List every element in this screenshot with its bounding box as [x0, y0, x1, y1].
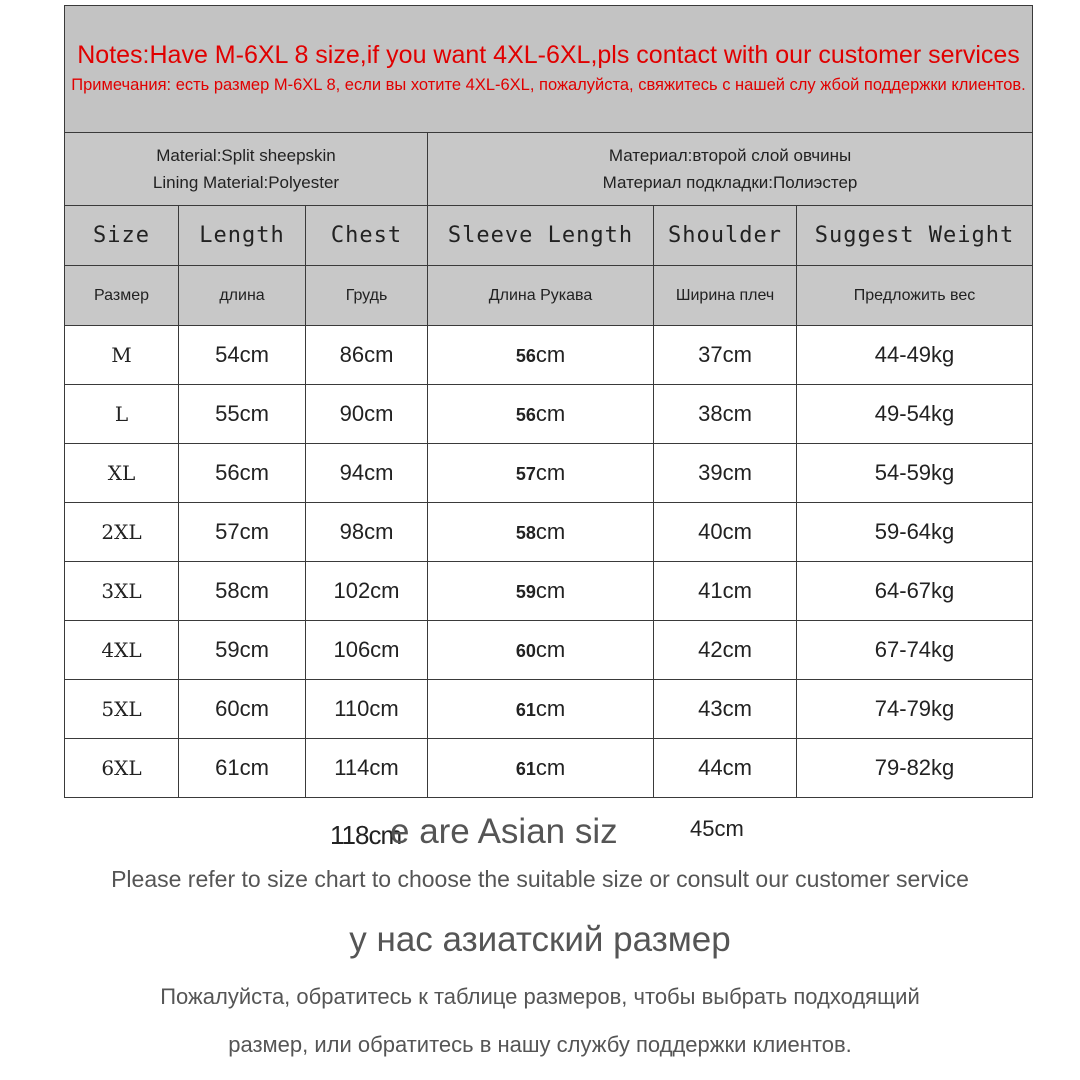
sleeve-cell — [428, 621, 654, 680]
chest-cell: 86cm — [306, 326, 428, 385]
sleeve-number: 56 — [515, 405, 536, 425]
length-cell: 57cm — [179, 503, 306, 562]
header-size-ru: Размер — [65, 266, 179, 326]
sleeve-unit: cm — [535, 342, 566, 367]
material-ru-line2: Материал подкладки:Полиэстер — [602, 173, 858, 192]
sleeve-cell — [428, 680, 654, 739]
header-length-ru: длина — [179, 266, 306, 326]
header-sleeve-length: Sleeve Length — [428, 206, 654, 266]
weight-cell: 74-79kg — [797, 680, 1033, 739]
size-cell: M — [65, 326, 179, 385]
length-cell: 55cm — [179, 385, 306, 444]
chest-cell: 102cm — [306, 562, 428, 621]
size-cell: 2XL — [65, 503, 179, 562]
sleeve-cell — [428, 444, 654, 503]
sleeve-number: 59 — [515, 582, 536, 602]
ghost-chest-value: 118cm — [330, 820, 402, 850]
header-chest-ru: Грудь — [306, 266, 428, 326]
material-english-cell — [65, 133, 428, 206]
sleeve-unit: cm — [535, 696, 566, 721]
header-size: Size — [65, 206, 179, 266]
weight-cell: 49-54kg — [797, 385, 1033, 444]
sleeve-number: 60 — [515, 641, 536, 661]
length-cell: 59cm — [179, 621, 306, 680]
sleeve-cell — [428, 503, 654, 562]
header-suggest-weight-ru: Предложить вес — [797, 266, 1033, 326]
sleeve-number: 58 — [515, 523, 536, 543]
table-row — [65, 444, 1033, 503]
header-row-english — [65, 206, 1033, 266]
chest-cell: 98cm — [306, 503, 428, 562]
size-cell: 3XL — [65, 562, 179, 621]
sleeve-unit: cm — [535, 519, 566, 544]
sleeve-unit: cm — [535, 401, 566, 426]
sleeve-unit: cm — [535, 578, 566, 603]
notes-cell — [65, 6, 1033, 133]
chest-cell: 110cm — [306, 680, 428, 739]
shoulder-cell: 40cm — [654, 503, 797, 562]
material-ru-line1: Материал:второй слой овчины — [608, 146, 852, 165]
size-chart-table — [64, 5, 1033, 798]
header-shoulder-ru: Ширина плеч — [654, 266, 797, 326]
weight-cell: 54-59kg — [797, 444, 1033, 503]
sleeve-number: 61 — [515, 759, 536, 779]
size-cell: 4XL — [65, 621, 179, 680]
refer-size-chart-english: Please refer to size chart to choose the suitable size or consult our customer service — [111, 866, 969, 892]
length-cell: 61cm — [179, 739, 306, 798]
table-row — [65, 385, 1033, 444]
table-row — [65, 680, 1033, 739]
header-shoulder: Shoulder — [654, 206, 797, 266]
shoulder-cell: 43cm — [654, 680, 797, 739]
sleeve-unit: cm — [535, 460, 566, 485]
size-cell: L — [65, 385, 179, 444]
notes-russian: Примечания: есть размер M-6XL 8, если вы хотите 4XL-6XL, пожалуйста, свяжитесь с нашей слу жбой поддержки клиентов. — [71, 76, 1026, 95]
table-row — [65, 739, 1033, 798]
table-row — [65, 621, 1033, 680]
size-cell: 5XL — [65, 680, 179, 739]
weight-cell: 64-67kg — [797, 562, 1033, 621]
sleeve-number: 61 — [515, 700, 536, 720]
table-row — [65, 562, 1033, 621]
table-row — [65, 326, 1033, 385]
size-cell: 6XL — [65, 739, 179, 798]
sleeve-cell — [428, 385, 654, 444]
notes-english: Notes:Have M-6XL 8 size,if you want 4XL-6XL,pls contact with our customer services — [77, 41, 1020, 70]
asian-size-english-fragment: e are Asian siz — [390, 812, 618, 851]
size-cell: XL — [65, 444, 179, 503]
ghost-shoulder-value: 45cm — [690, 816, 744, 841]
shoulder-cell: 42cm — [654, 621, 797, 680]
asian-size-russian: у нас азиатский размер — [349, 920, 731, 959]
shoulder-cell: 41cm — [654, 562, 797, 621]
overlapping-text-row — [0, 810, 1080, 854]
sleeve-number: 57 — [515, 464, 536, 484]
header-row-russian — [65, 266, 1033, 326]
sleeve-cell — [428, 562, 654, 621]
weight-cell: 67-74kg — [797, 621, 1033, 680]
shoulder-cell: 44cm — [654, 739, 797, 798]
header-length: Length — [179, 206, 306, 266]
material-en-line1: Material:Split sheepskin — [156, 146, 336, 165]
shoulder-cell: 39cm — [654, 444, 797, 503]
chest-cell: 114cm — [306, 739, 428, 798]
sleeve-number: 56 — [515, 346, 536, 366]
sleeve-unit: cm — [535, 755, 566, 780]
shoulder-cell: 37cm — [654, 326, 797, 385]
weight-cell: 44-49kg — [797, 326, 1033, 385]
chest-cell: 90cm — [306, 385, 428, 444]
header-sleeve-length-ru: Длина Рукава — [428, 266, 654, 326]
header-chest: Chest — [306, 206, 428, 266]
sleeve-cell — [428, 326, 654, 385]
chest-cell: 106cm — [306, 621, 428, 680]
shoulder-cell: 38cm — [654, 385, 797, 444]
notes-row — [65, 6, 1033, 133]
header-suggest-weight: Suggest Weight — [797, 206, 1033, 266]
length-cell: 56cm — [179, 444, 306, 503]
chest-cell: 94cm — [306, 444, 428, 503]
length-cell: 60cm — [179, 680, 306, 739]
refer-size-chart-russian-line2: размер, или обратитесь в нашу службу поддержки клиентов. — [228, 1032, 852, 1057]
length-cell: 54cm — [179, 326, 306, 385]
refer-size-chart-russian-line1: Пожалуйста, обратитесь к таблице размеров, чтобы выбрать подходящий — [160, 984, 920, 1009]
sleeve-unit: cm — [535, 637, 566, 662]
material-en-line2: Lining Material:Polyester — [152, 173, 340, 192]
weight-cell: 59-64kg — [797, 503, 1033, 562]
weight-cell: 79-82kg — [797, 739, 1033, 798]
material-russian-cell — [428, 133, 1033, 206]
length-cell: 58cm — [179, 562, 306, 621]
sleeve-cell — [428, 739, 654, 798]
material-row — [65, 133, 1033, 206]
table-row — [65, 503, 1033, 562]
